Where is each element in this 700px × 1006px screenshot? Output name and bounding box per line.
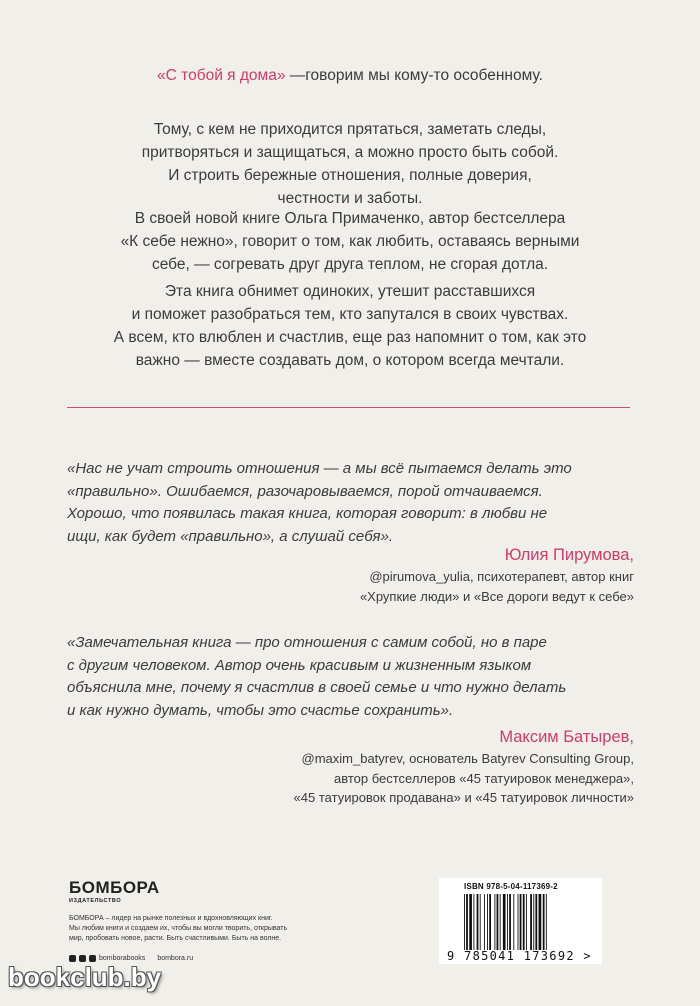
publisher-social xyxy=(69,955,193,962)
vk-icon xyxy=(69,955,76,962)
blurb-paragraph-1 xyxy=(60,64,640,87)
barcode-digits: 9 785041 173692 > xyxy=(447,949,592,963)
quote-line: Хорошо, что появилась такая книга, которая говорит: в любви не xyxy=(67,505,548,522)
social-handle: bomborabooks xyxy=(99,955,146,962)
publisher-description xyxy=(69,914,369,944)
publisher-website: bombora.ru xyxy=(157,955,194,962)
blurb-intro-text: —говорим мы кому-то особенному. xyxy=(285,67,543,84)
blurb-line: «К себе нежно», говорит о том, как любить, оставаясь верными xyxy=(120,233,580,250)
barcode-graphic xyxy=(463,894,581,950)
blurb-line: И строить бережные отношения, полные доверия, xyxy=(168,167,532,184)
publisher-logo: БОМБОРА xyxy=(69,878,160,897)
isbn-label: ISBN 978-5-04-117369-2 xyxy=(464,882,558,891)
blurb-line: и поможет разобраться тем, кто запутался в своих чувствах. xyxy=(131,306,569,323)
blurb-line: честности и заботы. xyxy=(277,190,423,207)
blurb-line: притворяться и защищаться, а можно просто быть собой. xyxy=(141,144,559,161)
blurb-line: важно — вместе создавать дом, о котором всегда мечтали. xyxy=(135,352,565,369)
pink-divider xyxy=(67,407,630,408)
quote-line: объяснила мне, почему я счастлив в своей семье и что нужно делать xyxy=(67,679,567,696)
quote-line: с другим человеком. Автор очень красивым и жизненным языком xyxy=(67,656,532,674)
youtube-icon xyxy=(89,955,96,962)
isbn-barcode-block xyxy=(439,878,602,964)
publisher-description-line: БОМБОРА – лидер на рынке полезных и вдохновляющих книг. xyxy=(69,915,273,922)
blurb-line: Тому, с кем не приходится прятаться, заметать следы, xyxy=(153,121,547,138)
blurb-paragraph-3 xyxy=(60,207,640,276)
reviewer-detail: «Хрупкие люди» и «Все дороги ведут к себе» xyxy=(359,588,634,604)
reviewer-detail: автор бестселлеров «45 татуировок менеджера», xyxy=(333,770,634,786)
blurb-line: А всем, кто влюблен и счастлив, еще раз напомнит о том, как это xyxy=(113,329,587,346)
blurb-line: себе, — согревать друг друга теплом, не сгорая дотла. xyxy=(151,256,549,273)
publisher-description-line: мир, пробовать новое, расти. Быть счастливыми. Быть на волне. xyxy=(69,935,282,942)
reviewer-detail: «45 татуировок продавана» и «45 татуировок личности» xyxy=(293,790,634,805)
reviewer-name: Максим Батырев, xyxy=(499,728,634,746)
blurb-line: Эта книга обнимет одиноких, утешит расставшихся xyxy=(164,283,536,300)
quote-line: «Замечательная книга — про отношения с самим собой, но в паре xyxy=(67,634,547,651)
blurb-paragraph-2 xyxy=(60,118,640,210)
review-quote-1 xyxy=(67,458,636,548)
blurb-line: В своей новой книге Ольга Примаченко, автор бестселлера xyxy=(134,210,566,227)
review-attribution-1 xyxy=(360,544,634,606)
reviewer-detail: @maxim_batyrev, основатель Batyrev Consulting Group, xyxy=(301,751,634,766)
publisher-logo-subtitle: ИЗДАТЕЛЬСТВО xyxy=(69,898,122,904)
review-quote-2 xyxy=(67,632,636,722)
reviewer-name: Юлия Пирумова, xyxy=(504,546,634,564)
quote-line: «правильно». Ошибаемся, разочаровываемся, порой отчаиваемся. xyxy=(67,482,543,500)
publisher-description-line: Мы любим книги и создаем их, чтобы вы могли творить, открывать xyxy=(69,925,288,932)
reviewer-detail: @pirumova_yulia, психотерапевт, автор книг xyxy=(369,569,634,584)
quote-line: и как нужно думать, чтобы это счастье сохранить». xyxy=(67,701,454,719)
blurb-paragraph-4 xyxy=(60,280,640,372)
quote-line: «Нас не учат строить отношения — а мы всё пытаемся делать это xyxy=(67,460,572,477)
review-attribution-2 xyxy=(294,726,634,808)
telegram-icon xyxy=(79,955,86,962)
site-watermark: bookclub.by xyxy=(8,962,162,992)
blurb-title-quote: «С тобой я дома» xyxy=(157,67,286,84)
quote-line: ищи, как будет «правильно», а слушай себя». xyxy=(67,527,394,545)
